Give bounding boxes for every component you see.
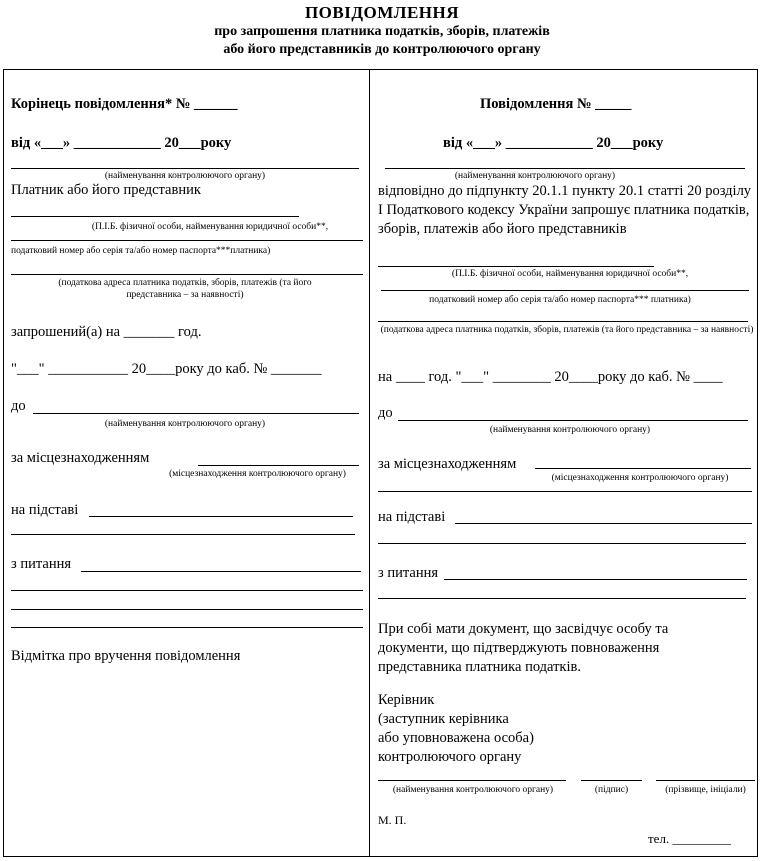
notice-name-caption: (прізвище, ініціали)	[665, 785, 746, 795]
notice-organ-caption: (найменування контролюючого органу)	[454, 171, 616, 181]
stub-basis-label: на підставі	[11, 502, 79, 518]
notice-location-label: за місцезнаходженням	[378, 456, 517, 472]
stub-organ-caption-2: (найменування контролюючого органу)	[104, 419, 266, 429]
notice-tax-caption: податковий номер або серія та/або номер паспорта*** платника)	[429, 295, 691, 305]
notice-head-line3: або уповноважена особа)	[378, 730, 534, 746]
notice-head-line4: контролюючого органу	[378, 749, 522, 765]
stub-organ-line[interactable]	[11, 168, 359, 169]
stub-question-line-2[interactable]	[11, 590, 363, 591]
notice-invite-time: на ____ год. "___" ________ 20____року до каб. № ____	[378, 369, 723, 385]
notice-basis-label: на підставі	[378, 509, 446, 525]
notice-basis-line-2[interactable]	[378, 543, 746, 544]
stub-location-line[interactable]	[198, 465, 359, 466]
notice-location-line[interactable]	[535, 468, 751, 469]
notice-basis-line[interactable]	[455, 523, 752, 524]
stub-delivery-mark: Відмітка про вручення повідомлення	[11, 648, 241, 664]
notice-question-line[interactable]	[444, 579, 747, 580]
document-title: ПОВІДОМЛЕННЯ	[304, 3, 460, 22]
notice-head-line2: (заступник керівника	[378, 711, 509, 727]
stub-invite-date: "___" ___________ 20____року до каб. № _______	[11, 361, 322, 377]
stub-heading: Корінець повідомлення* № ______	[11, 96, 238, 112]
stub-date: від «___» ____________ 20___року	[11, 135, 232, 151]
stub-tax-line[interactable]	[11, 240, 363, 241]
notice-legal-basis: відповідно до підпункту 20.1.1 пункту 20.1 статті 20 розділу І Податкового кодексу України запрошує платника податків, зборів, платежів або його представників	[378, 183, 752, 237]
stub-organ-caption: (найменування контролюючого органу)	[104, 171, 266, 181]
notice-signature-line[interactable]	[581, 780, 642, 781]
notice-to-line[interactable]	[398, 420, 748, 421]
notice-documents-note: При собі мати документ, що засвідчує особу та документи, що підтверджують повноваження представника платника податків.	[378, 621, 669, 675]
notice-location-caption: (місцезнаходження контролюючого органу)	[551, 473, 729, 483]
stub-address-line[interactable]	[11, 274, 363, 275]
notice-signature-caption: (підпис)	[594, 785, 629, 795]
document-subtitle-line1: про запрошення платника податків, зборів, платежів	[214, 24, 550, 39]
notice-address-caption: (податкова адреса платника податків, зборів, платежів (та його представника – за наявності)	[380, 325, 754, 335]
stub-tax-caption: податковий номер або серія та/або номер паспорта***платника)	[11, 246, 271, 256]
stub-pib-caption: (П.І.Б. фізичної особи, найменування юридичної особи**,	[91, 222, 329, 232]
notice-sig-organ-caption: (найменування контролюючого органу)	[392, 785, 554, 795]
notice-sig-organ-line[interactable]	[378, 780, 566, 781]
stub-location-label: за місцезнаходженням	[11, 450, 150, 466]
notice-to-label: до	[378, 405, 393, 421]
stub-to-label: до	[11, 398, 26, 414]
notice-question-label: з питання	[378, 565, 439, 581]
stub-address-caption: (податкова адреса платника податків, зборів, платежів (та його представника – за наявності)	[58, 278, 312, 300]
notice-date: від «___» ____________ 20___року	[443, 135, 664, 151]
notice-pib-caption: (П.І.Б. фізичної особи, найменування юридичної особи**,	[451, 269, 689, 279]
notice-name-line[interactable]	[656, 780, 755, 781]
phone-field: тел. _________	[648, 831, 731, 846]
stub-question-line[interactable]	[81, 571, 361, 572]
stub-invited: запрошений(а) на _______ год.	[11, 324, 202, 340]
notice-address-line[interactable]	[378, 321, 748, 322]
stub-basis-line[interactable]	[89, 516, 353, 517]
stub-to-line[interactable]	[33, 413, 359, 414]
document-subtitle-line2: або його представників до контролюючого органу	[223, 42, 541, 57]
stamp-place: М. П.	[378, 813, 407, 827]
notice-heading: Повідомлення № _____	[480, 96, 632, 112]
stub-question-label: з питання	[11, 556, 72, 572]
notice-head-line1: Керівник	[378, 692, 435, 708]
notice-payer-line[interactable]	[378, 266, 654, 267]
notice-tax-line[interactable]	[381, 290, 749, 291]
stub-question-line-4[interactable]	[11, 627, 363, 628]
notice-question-line-2[interactable]	[378, 598, 746, 599]
stub-basis-line-2[interactable]	[11, 534, 355, 535]
stub-payer-label: Платник або його представник	[11, 182, 201, 198]
stub-location-caption: (місцезнаходження контролюючого органу)	[169, 469, 346, 479]
notice-location-line-2[interactable]	[378, 491, 752, 492]
stub-question-line-3[interactable]	[11, 609, 363, 610]
stub-payer-line[interactable]	[11, 216, 299, 217]
notice-organ-line[interactable]	[385, 168, 745, 169]
column-divider	[369, 69, 370, 857]
notice-organ-caption-2: (найменування контролюючого органу)	[489, 425, 651, 435]
